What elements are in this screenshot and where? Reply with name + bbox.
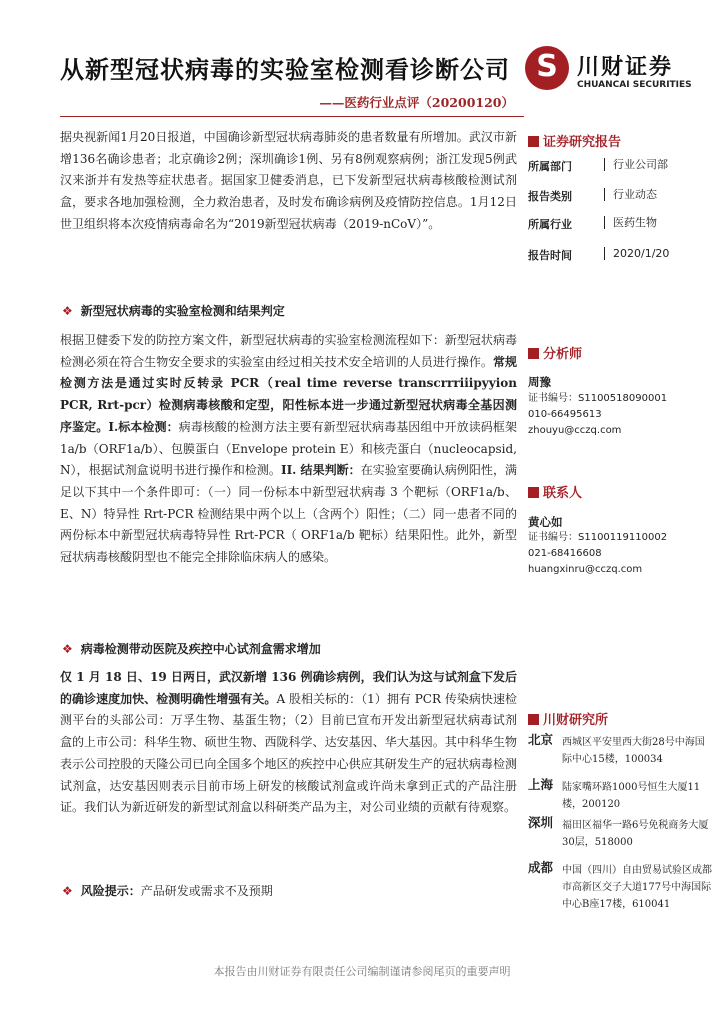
- report-info-heading: 证券研究报告: [528, 131, 621, 150]
- office-address-chengdu: 中国（四川）自由贸易试验区成都市高新区交子大道177号中海国际中心B座17楼，610041: [562, 865, 712, 910]
- office-city-chengdu: 成都: [528, 860, 554, 875]
- risk-text: 产品研发或需求不及预期: [140, 884, 273, 898]
- section-2-text-a: 仅 1 月 18 日、19 日两日，武汉新增 136 例确诊病例，我们认为这与试剂盒下发后的确诊速度加快、检测明确性增强有关。: [60, 670, 517, 706]
- section-1-text-d: 病毒核酸的检测方法主要有新型冠状病毒基因组中开放读码框架 1a/b（ORF1a/b）、包膜蛋白（Envelope protein E）和核壳蛋白（nucleocapsid, N），根据试剂盒说明书进行操作和检测。: [60, 419, 517, 478]
- contact-heading: 联系人: [528, 482, 582, 501]
- contact-name: 黄心如: [528, 515, 563, 529]
- section-2-heading-text: 病毒检测带动医院及疾控中心试剂盒需求增加: [80, 642, 321, 656]
- office-address-shenzhen: 福田区福华一路6号免税商务大厦30层，518000: [562, 820, 709, 848]
- info-label-category: 报告类别: [528, 190, 572, 203]
- office-address-shanghai: 陆家嘴环路1000号恒生大厦11楼，200120: [562, 782, 701, 810]
- contact-cert: 证书编号：S1100119110002: [528, 532, 668, 543]
- logo-english-name: CHUANCAI SECURITIES: [577, 80, 692, 90]
- section-1-heading: [62, 302, 285, 319]
- logo-glyph: S: [536, 49, 558, 84]
- section-1-text-b: 常规检测方法是通过实时反转录 PCR（real time reverse transcrrriiipyyion PCR, Rrt-pcr）检测病毒核酸和定型，阳性标本进一步通过新型冠状病毒全基因测序鉴定。: [60, 354, 517, 434]
- info-value-category: 行业动态: [604, 188, 657, 201]
- red-square-icon: [528, 136, 539, 147]
- diamond-bullet-icon: ❖: [62, 304, 73, 318]
- section-1-text-c: I.标本检测：: [108, 419, 179, 434]
- office-city-shenzhen: 深圳: [528, 815, 554, 830]
- analyst-heading: 分析师: [528, 343, 582, 362]
- analyst-email[interactable]: zhouyu@cczq.com: [528, 425, 622, 436]
- section-1-text-f: 在实验室要确认病例阳性，满足以下其中一个条件即可：（一）同一份标本中新型冠状病毒 3 个靶标（ORF1a/b、E、N）特异性 Rrt-PCR 检测结果中两个以上（含两个）阳性；（二）同一患者不同的两份标本中新型冠状病毒特异性 Rrt-PCR（ ORF1a/b 靶标）结果阳性。此外，新型冠状病毒核酸阴型也不能完全排除临床病人的感染。: [60, 463, 517, 565]
- info-label-department: 所属部门: [528, 160, 572, 173]
- section-1-text-a: 根据卫健委下发的防控方案文件，新型冠状病毒的实验室检测流程如下：新型冠状病毒检测必须在符合生物安全要求的实验室由经过相关技术安全培训的人员进行操作。: [60, 333, 517, 369]
- report-subtitle: ——医药行业点评（20200120）: [319, 95, 514, 110]
- section-1-heading-text: 新型冠状病毒的实验室检测和结果判定: [80, 304, 285, 318]
- section-1-text-e: II. 结果判断：: [280, 463, 361, 478]
- logo-emblem-icon: [525, 46, 569, 90]
- section-2-heading: [62, 640, 321, 657]
- header-divider: [60, 116, 524, 117]
- analyst-phone: 010-66495613: [528, 409, 602, 420]
- contact-email[interactable]: huangxinru@cczq.com: [528, 564, 643, 575]
- info-value-date: 2020/1/20: [604, 247, 669, 260]
- intro-paragraph: 据央视新闻1月20日报道，中国确诊新型冠状病毒肺炎的患者数量有所增加。武汉市新增136名确诊患者；北京确诊2例；深圳确诊1例、另有8例观察病例；浙江发现5例武汉来浙并有发热等症状患者。据国家卫健委消息，已下发新型冠状病毒核酸检测试剂盒，要求各地加强检测，全力救治患者，及时发布确诊病例及疫情防控信息。1月12日世卫组织将本次疫情病毒命名为“2019新型冠状病毒（2019-nCoV）”。: [60, 130, 517, 231]
- analyst-cert: 证书编号：S1100518090001: [528, 393, 668, 404]
- section-2-text-b: A 股相关标的：（1）拥有 PCR 传染病快速检测平台的头部公司：万孚生物、基蛋生物；（2）目前已宣布开发出新型冠状病毒试剂盒的上市公司：科华生物、硕世生物、西陇科学、达安基因、华大基因。其中科华生物表示公司控股的天隆公司已向全国多个地区的疾控中心供应其研发生产的冠状病毒检测试剂盒，达安基因则表示目前市场上研发的核酸试剂盒或许尚未拿到正式的产品注册证。我们认为新近研发的新型试剂盒以科研类产品为主，对公司业绩的贡献有待观察。: [60, 691, 517, 815]
- office-address-beijing: 西城区平安里西大街28号中海国际中心15楼，100034: [562, 737, 705, 765]
- company-logo: [525, 46, 695, 98]
- diamond-bullet-icon: ❖: [62, 884, 73, 898]
- risk-heading: [62, 882, 273, 899]
- contact-phone: 021-68416608: [528, 548, 602, 559]
- diamond-bullet-icon: ❖: [62, 642, 73, 656]
- section-1-body: [60, 330, 517, 569]
- info-label-industry: 所属行业: [528, 218, 572, 231]
- logo-chinese-name: 川财证券: [577, 55, 674, 80]
- info-value-industry: 医药生物: [604, 216, 657, 229]
- analyst-name: 周豫: [528, 375, 551, 389]
- office-city-shanghai: 上海: [528, 777, 554, 792]
- info-label-date: 报告时间: [528, 249, 572, 262]
- red-square-icon: [528, 714, 539, 725]
- institute-heading: 川财研究所: [528, 709, 608, 728]
- section-2-body: [60, 667, 517, 819]
- risk-label: 风险提示：: [80, 884, 141, 898]
- page-footer-disclaimer: 本报告由川财证券有限责任公司编制谨请参阅尾页的重要声明: [213, 965, 511, 978]
- red-square-icon: [528, 348, 539, 359]
- report-title: 从新型冠状病毒的实验室检测看诊断公司: [60, 56, 510, 84]
- office-city-beijing: 北京: [528, 732, 554, 747]
- red-square-icon: [528, 487, 539, 498]
- info-value-department: 行业公司部: [604, 158, 668, 171]
